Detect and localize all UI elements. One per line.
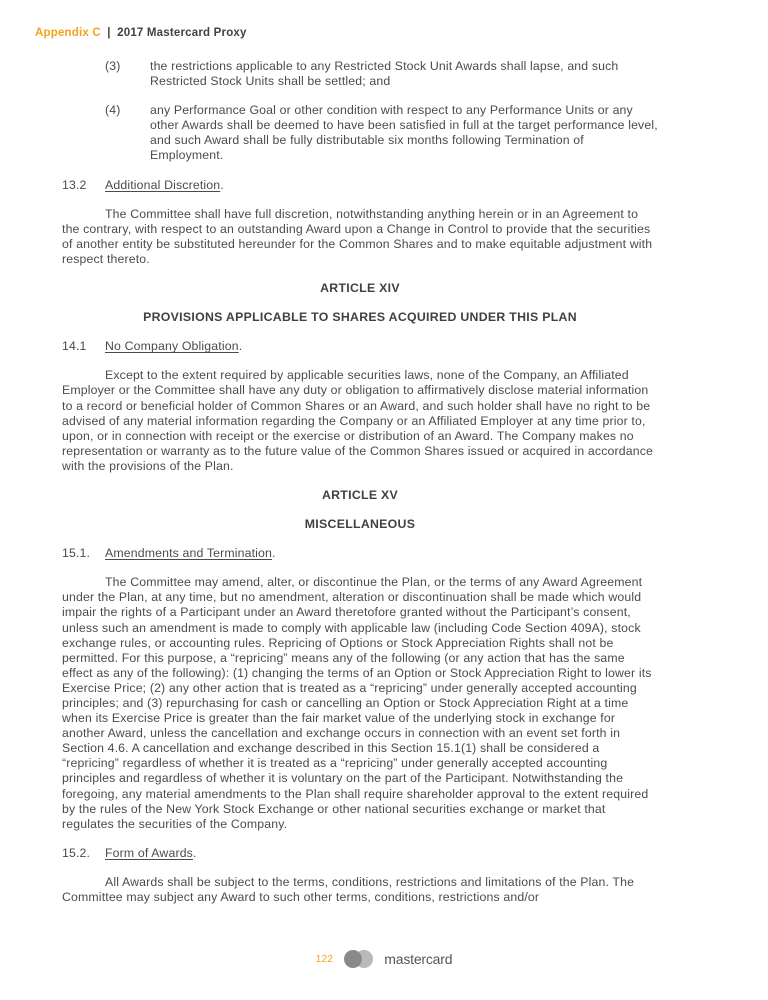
section-heading [62, 846, 658, 861]
list-item-marker: (4) [105, 103, 121, 118]
section-title: No Company Obligation [105, 339, 239, 354]
body-paragraph: All Awards shall be subject to the terms, conditions, restrictions and limitations of the Plan. The Committee may subject any Award to such other terms, conditions, restrictions and/or [62, 874, 635, 905]
body-paragraph: The Committee may amend, alter, or discontinue the Plan, or the terms of any Award Agreement under the Plan, at any time, but no amendment, alteration or discontinuation shall be made which would impair the rights of a Participant under an Award theretofore granted without the Participant’s consent, unless such an amendment is made to comply with applicable law (including Code Section 409A), stock exchange rules, or accounting rules. Repricing of Options or Stock Appreciation Rights shall not be permitted. For this purpose, a “repricing” means any of the following (or any action that has the same effect as any of the following): (1) changing the terms of an Option or Stock Appreciation Right to lower its Exercise Price; (2) any other action that is treated as a “repricing” under generally accepted accounting principles; and (3) repurchasing for cash or cancelling an Option or Stock Appreciation Right at a time when its Exercise Price is greater than the fair market value of the underlying stock in exchange for another Award, unless the cancellation and exchange occurs in connection with an event set forth in Section 4.6. A cancellation and exchange described in this Section 15.1(1) shall be considered a “repricing” regardless of whether it is treated as a “repricing” under generally accepted accounting principles and regardless of whether it is voluntary on the part of the Participant. Notwithstanding the foregoing, any material amendments to the Plan shall require shareholder approval to the extent required by the rules of the New York Stock Exchange or other national securities exchange or market that regulates the securities of the Company. [62, 575, 652, 831]
list-item-text: any Performance Goal or other condition with respect to any Performance Units or any other Awards shall be deemed to have been satisfied in full at the target performance level, and such Award shall be fully distributable six months following Termination of Employment. [150, 103, 658, 163]
section-title-suffix: . [220, 177, 224, 192]
header-title: 2017 Mastercard Proxy [117, 27, 247, 39]
section-title: Additional Discretion [105, 177, 221, 192]
article-heading: ARTICLE XIV [320, 281, 400, 296]
article-heading: ARTICLE XV [321, 487, 399, 502]
section-number: 14.1 [62, 339, 87, 354]
document-body [62, 59, 658, 919]
section-number: 15.2. [62, 845, 91, 860]
section-title-suffix: . [238, 339, 243, 354]
section-title: Form of Awards [105, 845, 193, 860]
page-number: 122 [315, 953, 334, 965]
list-item [62, 59, 658, 89]
mastercard-logo-icon [344, 950, 373, 968]
section-heading [62, 339, 658, 354]
page-footer [0, 950, 768, 968]
body-paragraph: The Committee shall have full discretion, notwithstanding anything herein or in an Agreement to the contrary, with respect to an outstanding Award upon a Change in Control to provide that the securities of another entity be substituted hereunder for the Common Shares and to make equitable adjustment with respect thereto. [62, 206, 653, 266]
body-paragraph: Except to the extent required by applicable securities laws, none of the Company, an Affiliated Employer or the Committee shall have any duty or obligation to affirmatively disclose material information to a record or beneficial holder of Common Shares or an Award, and such holder shall have no right to be advised of any material information regarding the Company or an Affiliated Employer at any time prior to, upon, or in connection with receipt or the exercise or distribution of an Award. The Company makes no representation or warranty as to the future value of the Common Shares issued or acquired in accordance with the provisions of the Plan. [62, 368, 653, 473]
section-title-wrap [105, 546, 276, 561]
article-heading: MISCELLANEOUS [304, 517, 416, 532]
section-title-suffix: . [192, 845, 197, 860]
section-title-suffix: . [272, 546, 276, 561]
section-title-wrap [105, 339, 242, 354]
section-number: 15.1. [62, 546, 91, 561]
section-heading [62, 546, 658, 561]
header-divider: | [107, 27, 111, 39]
section-title-wrap [105, 846, 197, 861]
article-heading: PROVISIONS APPLICABLE TO SHARES ACQUIRED UNDER THIS PLAN [143, 310, 577, 325]
section-title-wrap [105, 178, 224, 193]
section-heading [62, 178, 658, 193]
appendix-label: Appendix C [35, 27, 101, 39]
section-number: 13.2 [62, 177, 87, 192]
list-item [62, 103, 658, 163]
list-item-text: the restrictions applicable to any Restricted Stock Unit Awards shall lapse, and such Restricted Stock Units shall be settled; and [150, 59, 619, 89]
mastercard-wordmark: mastercard [384, 951, 453, 967]
section-title: Amendments and Termination [105, 546, 273, 561]
page-header [35, 27, 247, 39]
list-item-marker: (3) [105, 59, 121, 73]
